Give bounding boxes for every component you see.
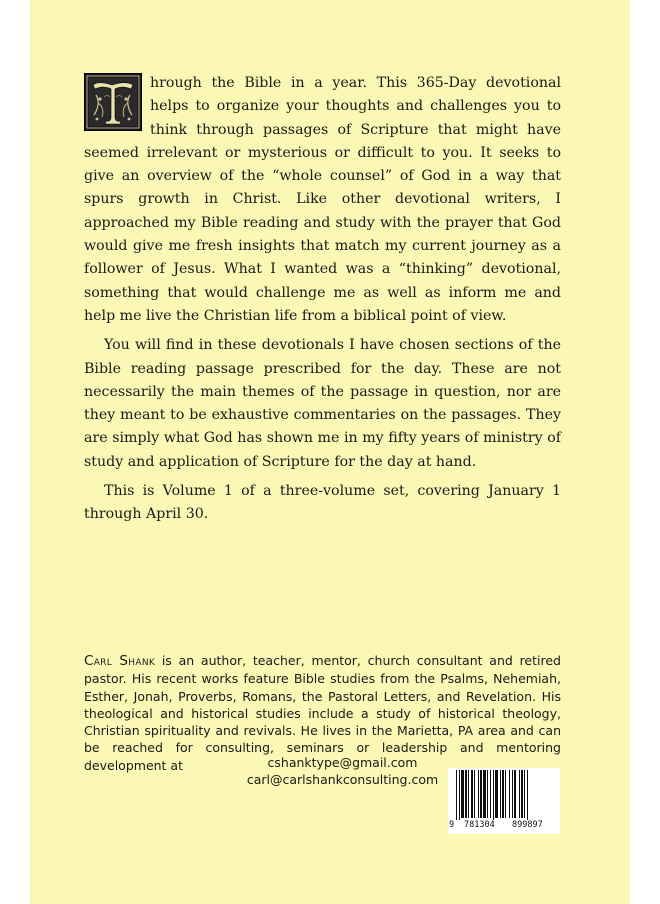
drop-cap-letter bbox=[84, 73, 142, 131]
barcode-bar bbox=[459, 770, 460, 820]
barcode-bar bbox=[487, 770, 488, 818]
barcode-bar bbox=[468, 770, 469, 818]
paragraph-2: You will find in these devotionals I have chosen sections of the Bible reading passage prescribed for the day. These are not necessarily the main themes of the passage in question, nor are they meant to be exhaustive commentaries on the passages. They are simply what God has shown me in my fifty years of ministry of study and application of Scripture for the day at hand. bbox=[84, 337, 561, 470]
barcode-bar bbox=[521, 770, 523, 818]
paragraph-1 bbox=[84, 72, 561, 328]
barcode-bar bbox=[461, 770, 464, 818]
barcode-bar bbox=[502, 770, 504, 818]
barcode-bar bbox=[505, 770, 506, 818]
barcode-bar bbox=[478, 770, 479, 818]
ornate-t-icon bbox=[84, 73, 142, 131]
barcode-bar bbox=[483, 770, 486, 818]
barcode-bar bbox=[495, 770, 498, 818]
barcode-bars bbox=[448, 768, 560, 820]
contact-email-2: carl@carlshankconsulting.com bbox=[246, 772, 439, 788]
contact-email-1: cshanktype@gmail.com bbox=[267, 755, 418, 770]
barcode-group-1: 781304 bbox=[464, 820, 495, 830]
author-name: Carl Shank bbox=[84, 653, 156, 669]
paragraph-3: This is Volume 1 of a three-volume set, covering January 1 through April 30. bbox=[84, 483, 561, 523]
barcode-digits bbox=[448, 820, 560, 834]
bio-text: is an author, teacher, mentor, church consultant and retired pastor. His recent works feature Bible studies from the Psalms, Nehemiah, Esther, Jonah, Proverbs, Romans, the Pastoral Letters, and Revelation. His theological and historical studies include a study of historical theology, Christian spirituality and revivals. He lives in the Marietta, PA area and can be reached for consulting, seminars or leadership and mentoring development at bbox=[84, 653, 561, 773]
barcode-bar bbox=[493, 770, 494, 820]
barcode-lead-digit: 9 bbox=[449, 820, 455, 830]
isbn-barcode bbox=[448, 768, 560, 834]
barcode-bar bbox=[509, 770, 510, 818]
barcode-bar bbox=[512, 770, 513, 818]
barcode-bar bbox=[514, 770, 516, 818]
barcode-group-2: 899897 bbox=[512, 820, 543, 830]
description-text bbox=[84, 72, 561, 533]
barcode-bar bbox=[456, 770, 457, 820]
paragraph-1-text: hrough the Bible in a year. This 365-Day devotional helps to organize your thoughts and challenges you to think through passages of Scripture that might have seemed irrelevant or mysterious or difficult to you. It seeks to give an overview of the “whole counsel” of God in a way that spurs growth in Christ. Like other devotional writers, I approached my Bible reading and study with the prayer that God would give me fresh insights that match my current journey as a follower of Jesus. What I wanted was a “thinking” devotional, something that would challenge me as well as inform me and help me live the Christian life from a biblical point of view. bbox=[84, 75, 561, 324]
barcode-bar bbox=[471, 770, 473, 818]
barcode-bar bbox=[524, 770, 525, 818]
barcode-bar bbox=[474, 770, 475, 818]
barcode-bar bbox=[519, 770, 520, 818]
barcode-bar bbox=[465, 770, 467, 818]
barcode-bar bbox=[500, 770, 501, 818]
barcode-bar bbox=[480, 770, 482, 818]
barcode-bar bbox=[490, 770, 491, 818]
barcode-bar bbox=[527, 770, 528, 820]
